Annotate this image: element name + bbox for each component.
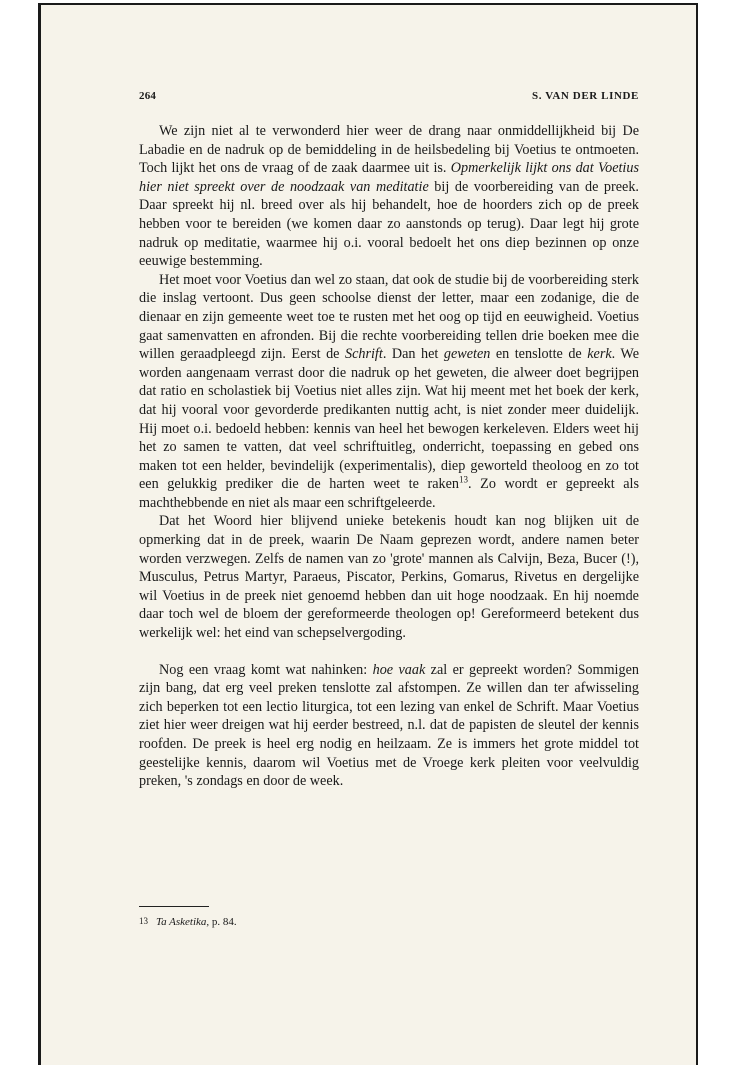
text-run: . We worden aangenaam verrast door die nadruk op het geweten, die alweer doet begrijpen dat ratio en scholastiek bij Voetius niet alles zijn. Wat hij meent met het boek der kerk, dat hij vooral voor gevorderde predikanten nuttig acht, is niet zonder meer duidelijk. Hij moet o.i. bedoeld hebben: kennis van heel het bewogen kerkeleven. Elders weet hij het zo samen te vatten, dat veel schriftuitleg, onderricht, toepassing en gebed ons maken tot een helder, bevindelijk (experimentalis), diep geworteld theoloog en zo tot een gelukkig prediker die de harten weet te raken: [139, 346, 639, 493]
body-text: [139, 122, 639, 791]
text-run: Nog een vraag komt wat nahinken:: [159, 661, 373, 678]
footnote-title: Ta Asketika,: [156, 916, 210, 928]
footnote-number: 13: [139, 916, 148, 926]
paragraph: [139, 271, 639, 513]
text-run: zal er gepreekt worden? Sommigen zijn bang, dat erg veel preken tenslotte zal afstompen. Ze willen dan ter afwisseling zich beperken tot een lectio liturgica, tot een lezing van enkel de Schrift. Maar Voetius ziet hier weer dreigen wat hij eerder bestreed, n.l. dat de papisten de sleutel der kennis roofden. De preek is heel erg nodig en heilzaam. Ze is immers het grote middel tot geestelijke kennis, daarom wil Voetius met de Vroege kerk pleiten voor veelvuldig preken, 's zondags en door de week.: [139, 661, 639, 790]
italic-phrase: hoe vaak: [372, 661, 426, 678]
footnote-rule: [139, 906, 209, 907]
italic-phrase: Schrift: [344, 346, 383, 363]
running-head: S. VAN DER LINDE: [532, 90, 639, 102]
page-number: 264: [139, 90, 157, 102]
paragraph: [139, 512, 639, 642]
footnote-ref: p. 84.: [209, 916, 237, 928]
paragraph: [139, 122, 639, 271]
text-run: Dat het Woord hier blijvend unieke betekenis houdt kan nog blijken uit de opmerking dat in de preek, waarin De Naam geprezen wordt, andere namen beter worden verzwegen. Zelfs de namen van zo 'grote' mannen als Calvijn, Beza, Bucer (!), Musculus, Petrus Martyr, Paraeus, Piscator, Perkins, Gomarus, Rivetus en dergelijke wil Voetius in de preek niet genoemd hebben dan uit hoge noodzaak. En hij noemde daar toch wel de bloem der gereformeerde theologen op! Gereformeerd betekent dus werkelijk wel: het eind van schepselvergoding.: [139, 513, 639, 642]
footnote: [139, 916, 639, 928]
italic-phrase: geweten: [443, 346, 491, 363]
text-run: Het moet voor Voetius dan wel zo staan, dat ook de studie bij de voorbereiding sterk die inslag vertoont. Dus geen schoolse dienst der letter, maar een zodanige, die de dienaar en zijn gemeente weet toe te rusten met het oog op tijd en eeuwigheid. Voetius gaat samenvatten en afronden. Bij die rechte voorbereiding tellen drie boeken mee die willen geraadpleegd zijn. Eerst de: [139, 271, 639, 363]
italic-phrase: Opmerkelijk lijkt ons dat Voetius hier niet spreekt over de noodzaak van meditatie: [139, 160, 639, 195]
text-run: We zijn niet al te verwonderd hier weer de drang naar onmiddellijkheid bij De Labadie en de nadruk op de bemiddeling in de heilsbedeling bij Voetius te ontmoeten. Toch lijkt het ons de vraag of de zaak daarmee uit is.: [139, 123, 639, 177]
text-run: bij de voorbereiding van de preek. Daar spreekt hij nl. breed over als hij behandelt, hoe de hoorders zich op de preek hebben voor te bereiden (we komen daar zo aanstonds op terug). Daar legt hij grote nadruk op meditatie, waarmee hij o.i. vooral bedoelt het ons diep bezinnen op onze eeuwige bestemming.: [139, 178, 639, 270]
text-run: . Dan het: [382, 346, 444, 363]
italic-phrase: kerk: [587, 346, 612, 363]
text-run: en tenslotte de: [490, 346, 588, 363]
text-run: . Zo wordt er gepreekt als machthebbende en niet als maar een schriftgeleerde.: [139, 476, 639, 511]
footnote-marker: 13: [459, 474, 469, 485]
paragraph: [139, 661, 639, 791]
